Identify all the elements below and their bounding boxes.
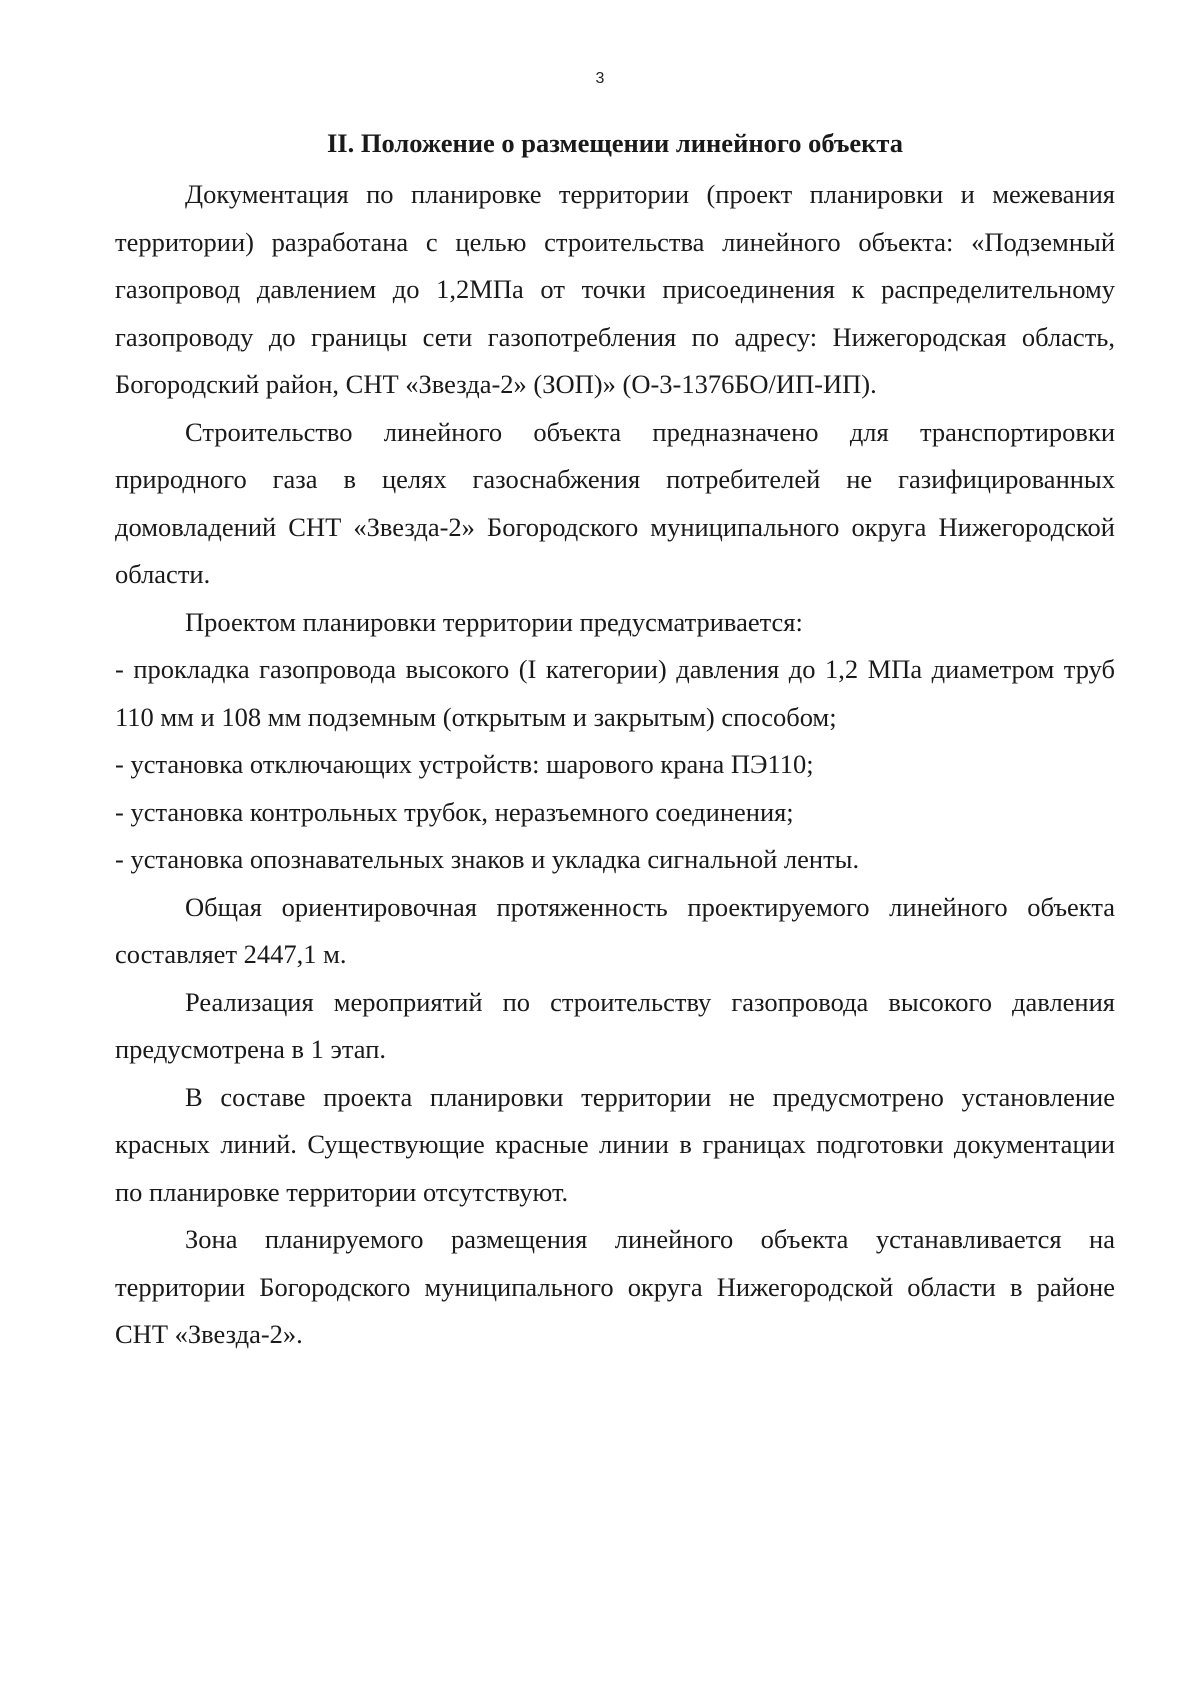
paragraph-stages: Реализация мероприятий по строительству газопровода высокого давления предусмотрена в 1 этап. (115, 986, 1115, 1064)
paragraph-red-lines: В составе проекта планировки территории не предусмотрено установление красных линий. Существующие красные линии в границах подготовки документации по планировке территории отсутствуют. (115, 1081, 1115, 1207)
list-item: - установка контрольных трубок, неразъемного соединения; (115, 796, 794, 827)
page-number: 3 (595, 70, 605, 87)
paragraph-provisions-intro: Проектом планировки территории предусматривается: (185, 606, 803, 637)
document-body (115, 126, 1115, 1359)
paragraph-purpose: Документация по планировке территории (проект планировки и межевания территории) разработана с целью строительства линейного объекта: «Подземный газопровод давлением до 1,2МПа от точки присоединения к распределительному газопроводу до границы сети газопотребления по адресу: Нижегородская область, Богородский район, СНТ «Звезда-2» (ЗОП)» (О-3-1376БО/ИП-ИП). (115, 179, 1115, 399)
paragraph-zone: Зона планируемого размещения линейного объекта устанавливается на территории Богородского муниципального округа Нижегородской области в районе СНТ «Звезда-2». (115, 1224, 1115, 1349)
list-item: - прокладка газопровода высокого (I категории) давления до 1,2 МПа диаметром труб 110 мм и 108 мм подземным (открытым и закрытым) способом; (115, 654, 1115, 732)
list-item: - установка опознавательных знаков и укладка сигнальной ленты. (115, 844, 860, 874)
list-item: - установка отключающих устройств: шарового крана ПЭ110; (115, 749, 814, 779)
paragraph-construction: Строительство линейного объекта предназначено для транспортировки природного газа в целях газоснабжения потребителей не газифицированных домовладений СНТ «Звезда-2» Богородского муниципального округа Нижегородской области. (115, 416, 1115, 589)
section-heading: II. Положение о размещении линейного объекта (326, 128, 904, 158)
paragraph-length: Общая ориентировочная протяженность проектируемого линейного объекта составляет 2447,1 м. (115, 891, 1115, 969)
